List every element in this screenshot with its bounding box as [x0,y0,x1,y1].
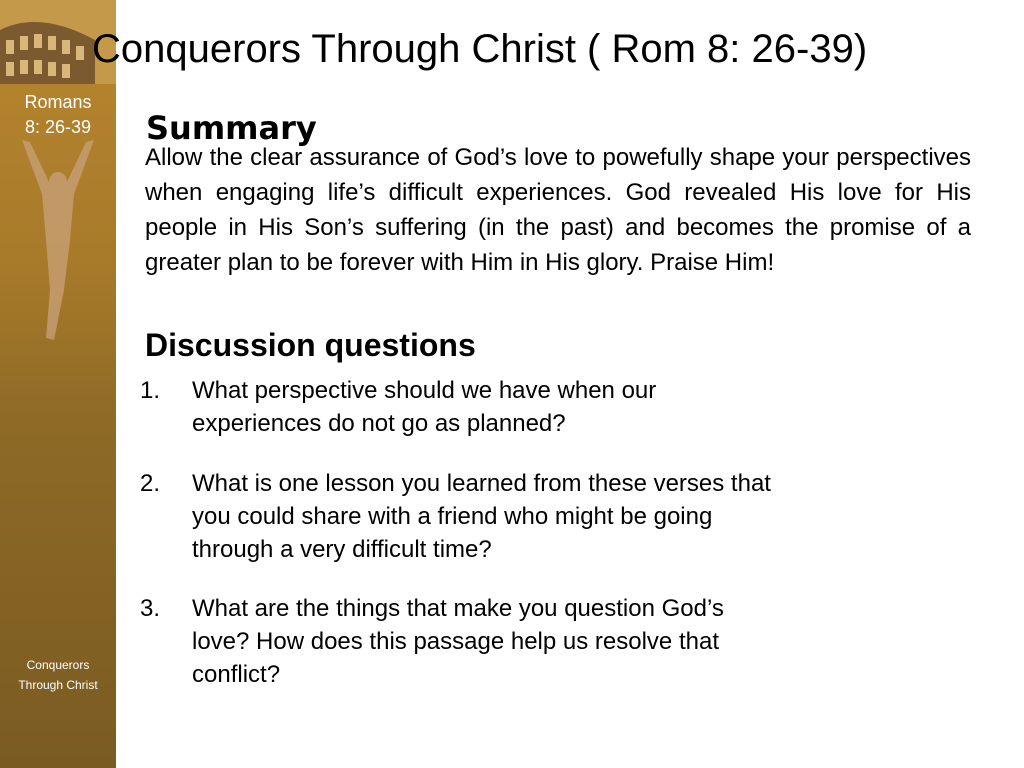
sidebar-footer [0,655,116,695]
question-text: What are the things that make you question God’s love? How does this passage help us resolve that conflict? [192,595,724,688]
sidebar-footer-line1: Conquerors [26,658,90,672]
summary-body: Allow the clear assurance of God’s love to powefully shape your perspectives when engaging life’s difficult experiences. God revealed His love for His people in His Son’s suffering (in the past) and becomes the promise of a greater plan to be forever with Him in His glory. Praise Him! [145,144,971,276]
question-text: What perspective should we have when our experiences do not go as planned? [192,377,657,437]
sidebar [0,0,116,768]
summary-heading: Summary [146,109,317,147]
question-number: 1. [140,377,161,404]
question-number: 2. [140,470,161,497]
discussion-heading: Discussion questions [145,327,476,363]
sidebar-footer-line2: Through Christ [18,678,98,692]
slide-title: Conquerors Through Christ ( Rom 8: 26-39) [92,27,868,71]
question-text: What is one lesson you learned from these verses that you could share with a friend who might be going through a very difficult time? [192,470,771,563]
sidebar-reference: Romans 8: 26-39 [24,92,92,137]
raised-arms-figure-image [10,140,106,340]
question-number: 3. [140,595,161,622]
